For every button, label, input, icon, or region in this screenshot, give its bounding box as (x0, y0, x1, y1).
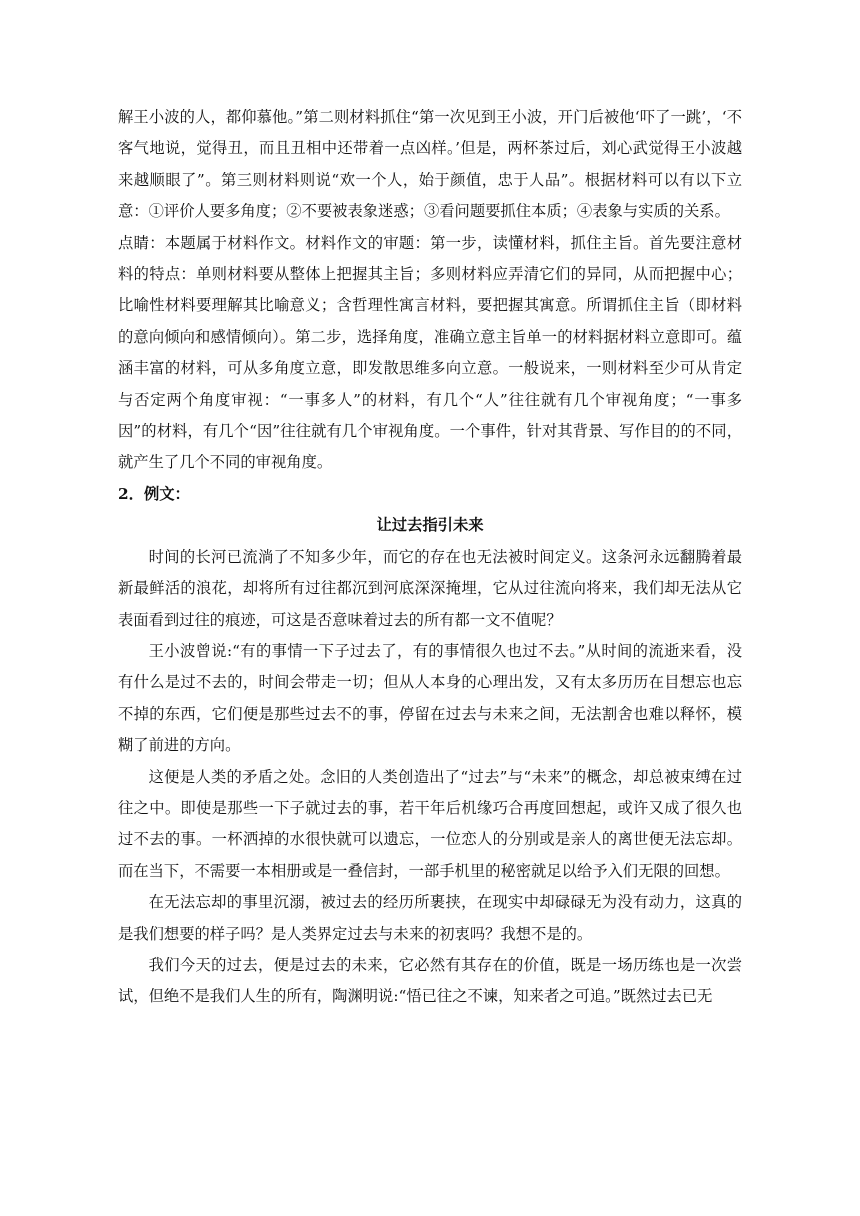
essay-title: 让过去指引未来 (376, 516, 484, 535)
essay-paragraph-3: 这便是人类的矛盾之处。念旧的人类创造出了“过去”与“未来”的概念，却总被束缚在过往之中。即使是那些一下子就过去的事，若干年后机缘巧合再度回想起，或许又成了很久也过不去的事。一杯洒掉的水很快就可以遗忘，一位恋人的分别或是亲人的离世便无法忘却。而在当下，不需要一本相册或是一叠信封，一部手机里的秘密就足以给予入们无限的回想。 (118, 767, 742, 880)
essay-paragraph-4: 在无法忘却的事里沉溺，被过去的经历所裹挟，在现实中却碌碌无为没有动力，这真的是我们想要的样子吗？是人类界定过去与未来的初衷吗？我想不是的。 (118, 893, 742, 943)
analysis-paragraph: 解王小波的人，都仰慕他。”第二则材料抓住“第一次见到王小波，开门后被他‘吓了一跳’，‘不客气地说，觉得丑，而且丑相中还带着一点凶样。’但是，两杯茶过后，刘心武觉得王小波越来越顺眼了”。第三则材料则说“欢一个人，始于颜值，忠于人品”。根据材料可以有以下立意：①评价人要多角度；②不要被表象迷惑；③看问题要抓住本质；④表象与实质的关系。 (118, 108, 742, 221)
essay-paragraph-5: 我们今天的过去，便是过去的未来，它必然有其存在的价值，既是一场历练也是一次尝试，但绝不是我们人生的所有，陶渊明说:“悟已往之不谏，知来者之可追。”既然过去已无 (118, 955, 742, 1006)
essay-paragraph-1: 时间的长河已流淌了不知多少年，而它的存在也无法被时间定义。这条河永远翻腾着最新最鲜活的浪花，却将所有过往都沉到河底深深掩埋，它从过往流向将来，我们却无法从它表面看到过往的痕迹，可这是否意味着过去的所有都一文不值呢？ (118, 547, 742, 629)
essay-paragraph-2: 王小波曾说:“有的事情一下子过去了，有的事情很久也过不去。”从时间的流逝来看，没有什么是过不去的，时间会带走一切；但从人本身的心理出发，又有太多历历在目想忘也忘不掉的东西，它们便是那些过去不的事，停留在过去与未来之间，无法割舍也难以释怀，模糊了前进的方向。 (118, 641, 742, 755)
tip-paragraph: 点睛：本题属于材料作文。材料作文的审题：第一步，读懂材料，抓住主旨。首先要注意材料的特点：单则材料要从整体上把握其主旨；多则材料应弄清它们的异同，从而把握中心；比喻性材料要理解其比喻意义；含哲理性寓言材料，要把握其寓意。所谓抓住主旨（即材料的意向倾向和感情倾向）。第二步，选择角度，准确立意主旨单一的材料据材料立意即可。蕴涵丰富的材料，可从多角度立意，即发散思维多向立意。一般说来，一则材料至少可从肯定与否定两个角度审视：“一事多人”的材料，有几个“人”往往就有几个审视角度；“一事多因”的材料，有几个“因”往往就有几个审视角度。一个事件，针对其背景、写作目的的不同，就产生了几个不同的审视角度。 (118, 233, 742, 472)
document-page (118, 102, 742, 1013)
sample-heading: 2．例文： (118, 484, 190, 503)
